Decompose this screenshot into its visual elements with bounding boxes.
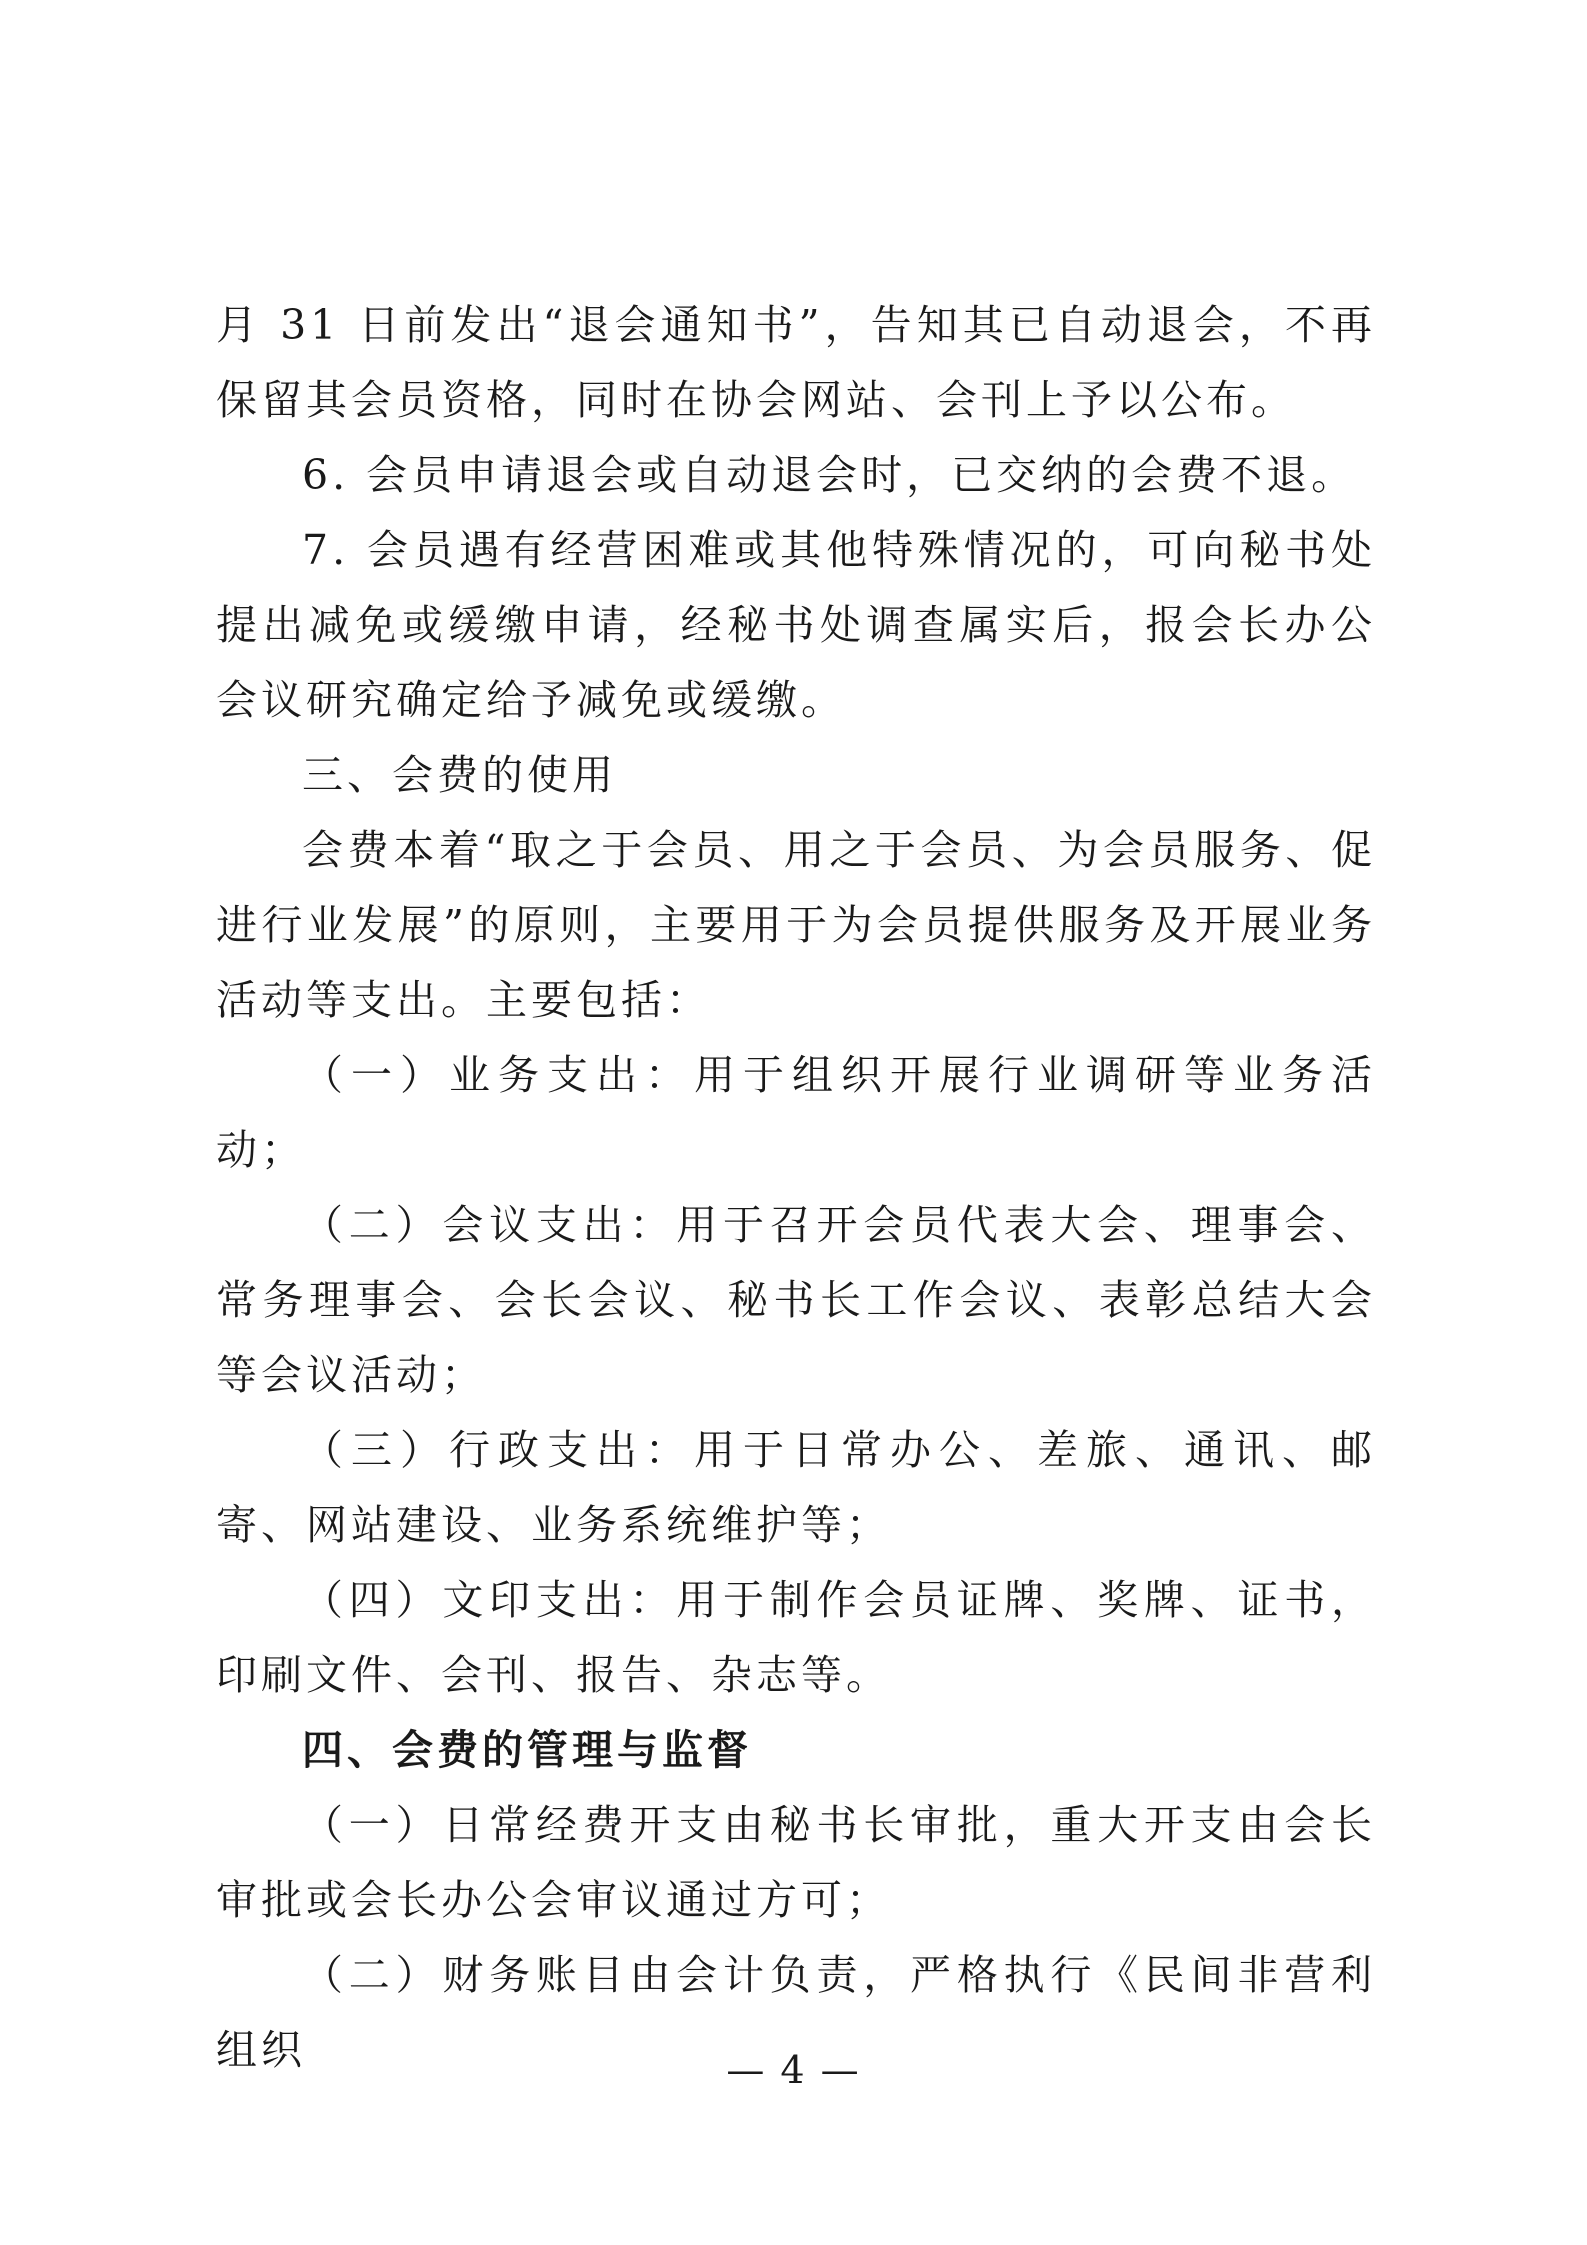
document-body <box>216 288 1376 2088</box>
list-item-expense-approval: （一）日常经费开支由秘书长审批，重大开支由会长审批或会长办公会审议通过方可； <box>216 1801 1376 1924</box>
paragraph-item-6-fees-not-refunded: 6. 会员申请退会或自动退会时，已交纳的会费不退。 <box>302 451 1357 499</box>
paragraph-item-7-fee-reduction: 7. 会员遇有经营困难或其他特殊情况的，可向秘书处提出减免或缓缴申请，经秘书处调查属实后，报会长办公会议研究确定给予减免或缓缴。 <box>216 526 1376 724</box>
list-item-meeting-expenses: （二）会议支出：用于召开会员代表大会、理事会、常务理事会、会长会议、秘书长工作会议、表彰总结大会等会议活动； <box>216 1201 1376 1399</box>
list-item-administrative-expenses: （三）行政支出：用于日常办公、差旅、通讯、邮寄、网站建设、业务系统维护等； <box>216 1426 1376 1549</box>
section-heading-fee-usage: 三、会费的使用 <box>302 751 617 799</box>
paragraph-continuation-auto-withdrawal: 月 31 日前发出“退会通知书”，告知其已自动退会，不再保留其会员资格，同时在协会网站、会刊上予以公布。 <box>216 301 1376 424</box>
list-item-printing-expenses: （四）文印支出：用于制作会员证牌、奖牌、证书，印刷文件、会刊、报告、杂志等。 <box>216 1576 1376 1699</box>
page-number: — 4 — <box>726 2048 861 2092</box>
list-item-business-expenses: （一）业务支出：用于组织开展行业调研等业务活动； <box>216 1051 1376 1174</box>
list-item-accounting: （二）财务账目由会计负责，严格执行《民间非营利组织 <box>216 1951 1376 2074</box>
paragraph-fee-principle: 会费本着“取之于会员、用之于会员、为会员服务、促进行业发展”的原则，主要用于为会员提供服务及开展业务活动等支出。主要包括： <box>216 826 1376 1024</box>
section-heading-management-supervision: 四、会费的管理与监督 <box>302 1726 752 1774</box>
